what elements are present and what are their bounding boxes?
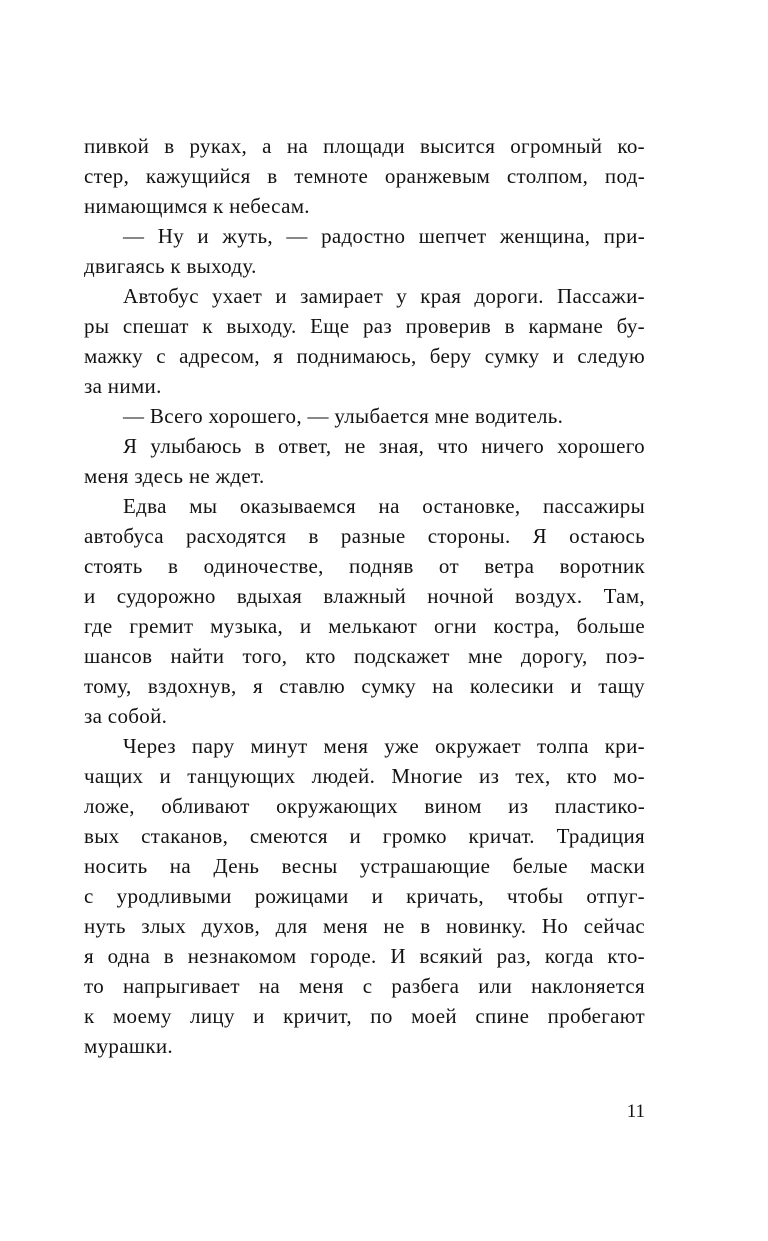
text-line: стер, кажущийся в темноте оранжевым столпом, под- <box>84 164 645 188</box>
text-line: где гремит музыка, и мелькают огни костра, больше <box>84 614 645 638</box>
text-line: то напрыгивает на меня с разбега или наклоняется <box>84 974 645 998</box>
text-line: стоять в одиночестве, подняв от ветра воротник <box>84 554 645 578</box>
paragraph <box>84 131 645 221</box>
text-line: двигаясь к выходу. <box>84 254 257 278</box>
page-number: 11 <box>626 1101 645 1122</box>
text-line: Через пару минут меня уже окружает толпа кри- <box>123 734 645 758</box>
paragraph <box>84 731 645 1061</box>
text-line: я одна в незнакомом городе. И всякий раз, когда кто- <box>84 944 645 968</box>
text-line: тому, вздохнув, я ставлю сумку на колесики и тащу <box>84 674 645 698</box>
text-line: — Ну и жуть, — радостно шепчет женщина, при- <box>123 224 645 248</box>
text-line: — Всего хорошего, — улыбается мне водитель. <box>123 404 564 428</box>
text-line: мурашки. <box>84 1034 173 1058</box>
text-line: Автобус ухает и замирает у края дороги. Пассажи- <box>123 284 645 308</box>
text-block <box>84 131 645 1061</box>
text-line: ложе, обливают окружающих вином из пластико- <box>84 794 645 818</box>
text-line: носить на День весны устрашающие белые маски <box>84 854 645 878</box>
text-line: шансов найти того, кто подскажет мне дорогу, поэ- <box>84 644 645 668</box>
text-line: чащих и танцующих людей. Многие из тех, кто мо- <box>84 764 645 788</box>
paragraph <box>84 431 645 491</box>
text-line: и судорожно вдыхая влажный ночной воздух. Там, <box>84 584 645 608</box>
text-line: нимающимся к небесам. <box>84 194 310 218</box>
paragraph <box>84 491 645 731</box>
text-line: меня здесь не ждет. <box>84 464 265 488</box>
text-line: ры спешат к выходу. Еще раз проверив в кармане бу- <box>84 314 645 338</box>
paragraph <box>84 401 645 431</box>
text-line: с уродливыми рожицами и кричать, чтобы отпуг- <box>84 884 645 908</box>
text-line: Я улыбаюсь в ответ, не зная, что ничего хорошего <box>123 434 645 458</box>
paragraph <box>84 281 645 401</box>
text-line: за собой. <box>84 704 168 728</box>
text-line: вых стаканов, смеются и громко кричат. Традиция <box>84 824 645 848</box>
paragraph <box>84 221 645 281</box>
text-line: Едва мы оказываемся на остановке, пассажиры <box>123 494 645 518</box>
text-line: пивкой в руках, а на площади высится огромный ко- <box>84 134 645 158</box>
text-line: мажку с адресом, я поднимаюсь, беру сумку и следую <box>84 344 645 368</box>
text-line: нуть злых духов, для меня не в новинку. Но сейчас <box>84 914 645 938</box>
text-line: автобуса расходятся в разные стороны. Я остаюсь <box>84 524 645 548</box>
text-line: за ними. <box>84 374 162 398</box>
text-line: к моему лицу и кричит, по моей спине пробегают <box>84 1004 645 1028</box>
